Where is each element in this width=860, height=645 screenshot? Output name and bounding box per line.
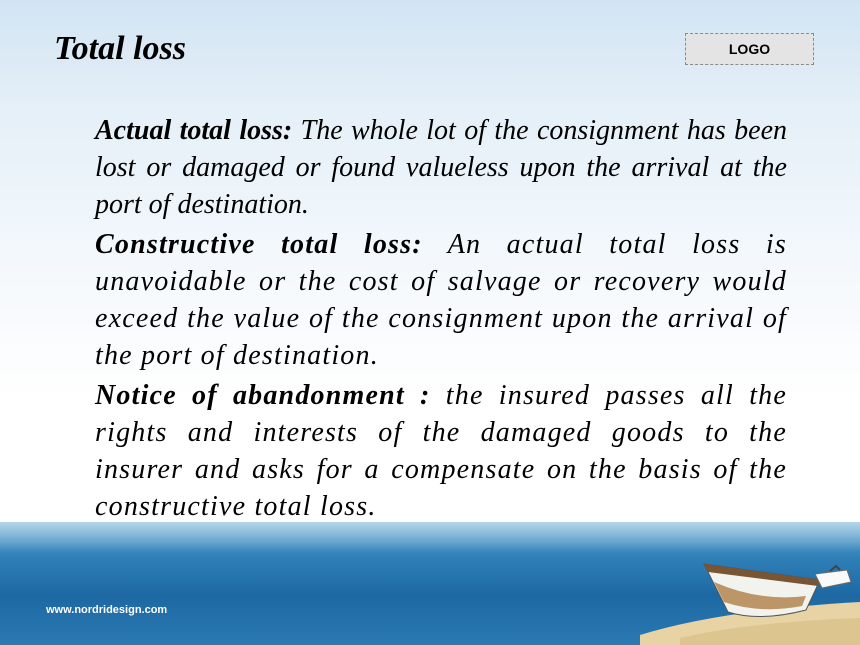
term-label: Notice of abandonment : [95, 380, 431, 411]
slide-title: Total loss [54, 30, 186, 67]
term-definition: An actual total loss is unavoidable or the cost of salvage or recovery would exceed the value of the consignment upon the arrival of the port of destination. [95, 229, 787, 371]
term-definition: the insured passes all the rights and interests of the damaged goods to the insurer and asks for a compensate on the basis of the constructive total loss. [95, 380, 787, 522]
paragraph-actual-total-loss [95, 112, 787, 223]
boat-bow-shape [815, 570, 851, 588]
paragraph-notice-of-abandonment [95, 377, 787, 525]
beach-boat-image [640, 540, 860, 645]
term-label: Constructive total loss: [95, 229, 423, 260]
paragraph-constructive-total-loss [95, 226, 787, 374]
slide-body [95, 112, 787, 528]
footer-url: www.nordridesign.com [46, 604, 168, 616]
term-label: Actual total loss: [95, 115, 293, 146]
logo-placeholder: LOGO [685, 33, 814, 65]
term-definition: The whole lot of the consignment has been lost or damaged or found valueless upon the arrival at the port of destination. [95, 115, 787, 220]
boat-bow-fitting-shape [830, 566, 840, 571]
